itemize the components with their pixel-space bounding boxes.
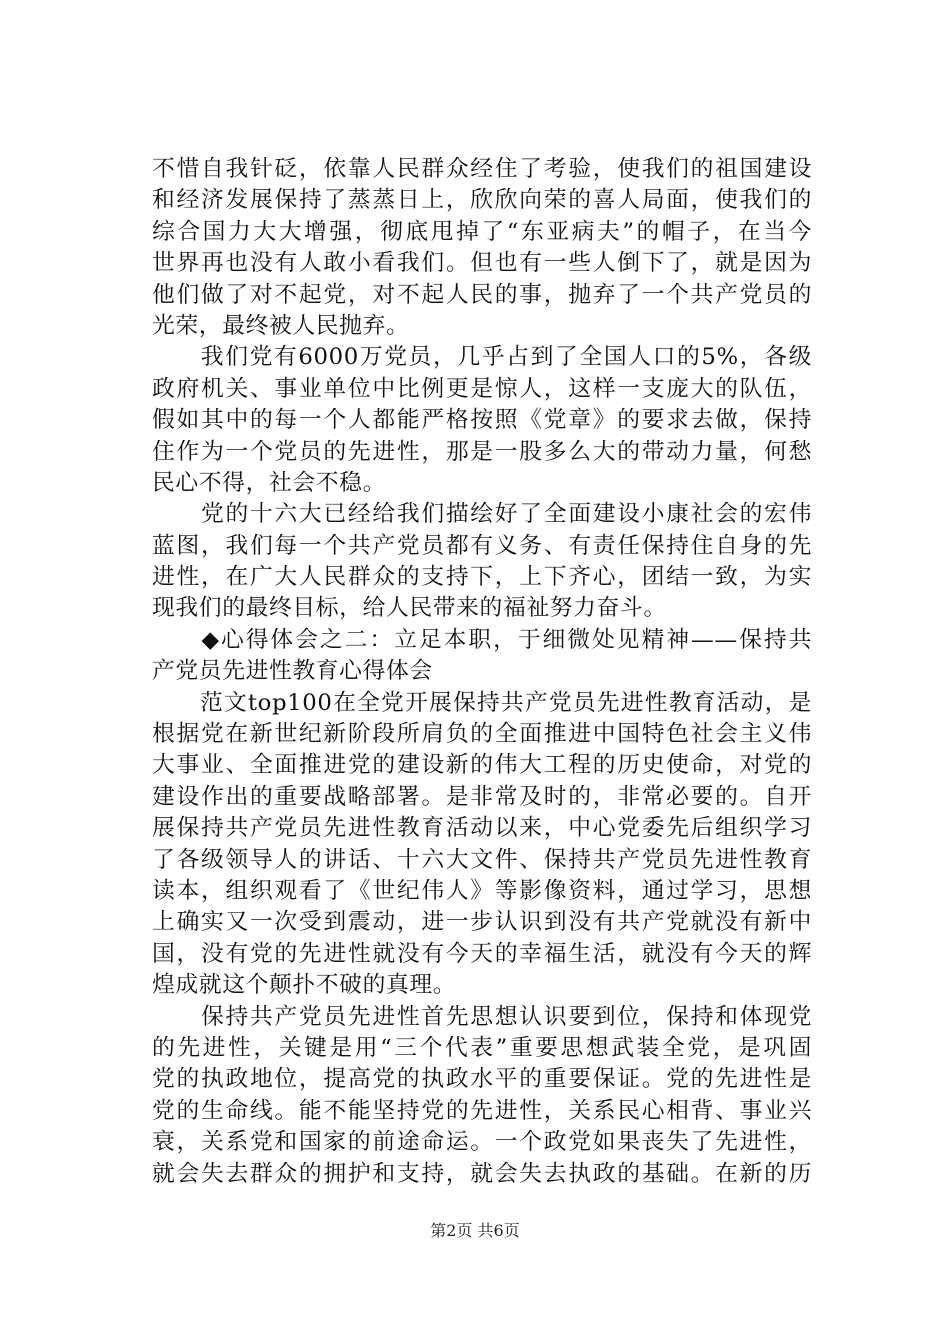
text-line: 现我们的最终目标，给人民带来的福祉努力奋斗。 <box>152 595 667 622</box>
text-line: 党的生命线。能不能坚持党的先进性，关系民心相背、事业兴 <box>152 1097 812 1124</box>
text-line: 世界再也没有人敢小看我们。但也有一些人倒下了，就是因为 <box>152 250 812 277</box>
text-line: 范文top100在全党开展保持共产党员先进性教育活动，是 <box>152 689 812 716</box>
text-line: 上确实又一次受到震动，进一步认识到没有共产党就没有新中 <box>152 909 812 936</box>
text-line: 根据党在新世纪新阶段所肩负的全面推进中国特色社会主义伟 <box>152 721 812 748</box>
text-line: 蓝图，我们每一个共产党员都有义务、有责任保持住自身的先 <box>152 532 812 559</box>
page-footer: 第2页 共6页 <box>430 1221 520 1240</box>
text-line: 党的十六大已经给我们描绘好了全面建设小康社会的宏伟 <box>152 501 812 528</box>
text-line: 就会失去群众的拥护和支持，就会失去执政的基础。在新的历 <box>152 1160 812 1187</box>
text-line: 读本，组织观看了《世纪伟人》等影像资料，通过学习，思想 <box>152 877 812 904</box>
text-line: 他们做了对不起党，对不起人民的事，抛弃了一个共产党员的 <box>152 281 812 308</box>
text-line: 保持共产党员先进性首先思想认识要到位，保持和体现党 <box>152 1003 812 1030</box>
text-line: 的先进性，关键是用“三个代表”重要思想武装全党，是巩固 <box>152 1034 812 1061</box>
text-line: 衰，关系党和国家的前途命运。一个政党如果丧失了先进性， <box>152 1129 812 1156</box>
text-line: 和经济发展保持了蒸蒸日上，欣欣向荣的喜人局面，使我们的 <box>152 187 812 214</box>
text-line: 建设作出的重要战略部署。是非常及时的，非常必要的。自开 <box>152 783 812 810</box>
text-line: 大事业、全面推进党的建设新的伟大工程的历史使命，对党的 <box>152 752 812 779</box>
text-line: 综合国力大大增强，彻底甩掉了“东亚病夫”的帽子，在当今 <box>152 218 812 245</box>
text-line: 住作为一个党员的先进性，那是一股多么大的带动力量，何愁 <box>152 438 812 465</box>
text-line: 进性，在广大人民群众的支持下，上下齐心，团结一致，为实 <box>152 564 812 591</box>
text-line: 国，没有党的先进性就没有今天的幸福生活，就没有今天的辉 <box>152 940 812 967</box>
text-line: 民心不得，社会不稳。 <box>152 469 386 496</box>
text-line: 光荣，最终被人民抛弃。 <box>152 312 410 339</box>
text-line: 政府机关、事业单位中比例更是惊人，这样一支庞大的队伍， <box>152 375 812 402</box>
text-line: 产党员先进性教育心得体会 <box>152 658 433 685</box>
text-line: 展保持共产党员先进性教育活动以来，中心党委先后组织学习 <box>152 815 812 842</box>
text-line: 不惜自我针砭，依靠人民群众经住了考验，使我们的祖国建设 <box>152 156 812 182</box>
text-line: 我们党有6000万党员，几乎占到了全国人口的5%，各级 <box>152 344 812 371</box>
text-line: 党的执政地位，提高党的执政水平的重要保证。党的先进性是 <box>152 1066 812 1093</box>
text-line: 煌成就这个颠扑不破的真理。 <box>152 972 457 999</box>
text-line: ◆心得体会之二：立足本职，于细微处见精神——保持共 <box>152 626 812 653</box>
text-line: 假如其中的每一个人都能严格按照《党章》的要求去做，保持 <box>152 407 812 434</box>
text-line: 了各级领导人的讲话、十六大文件、保持共产党员先进性教育 <box>152 846 812 873</box>
document-body <box>152 154 812 1190</box>
